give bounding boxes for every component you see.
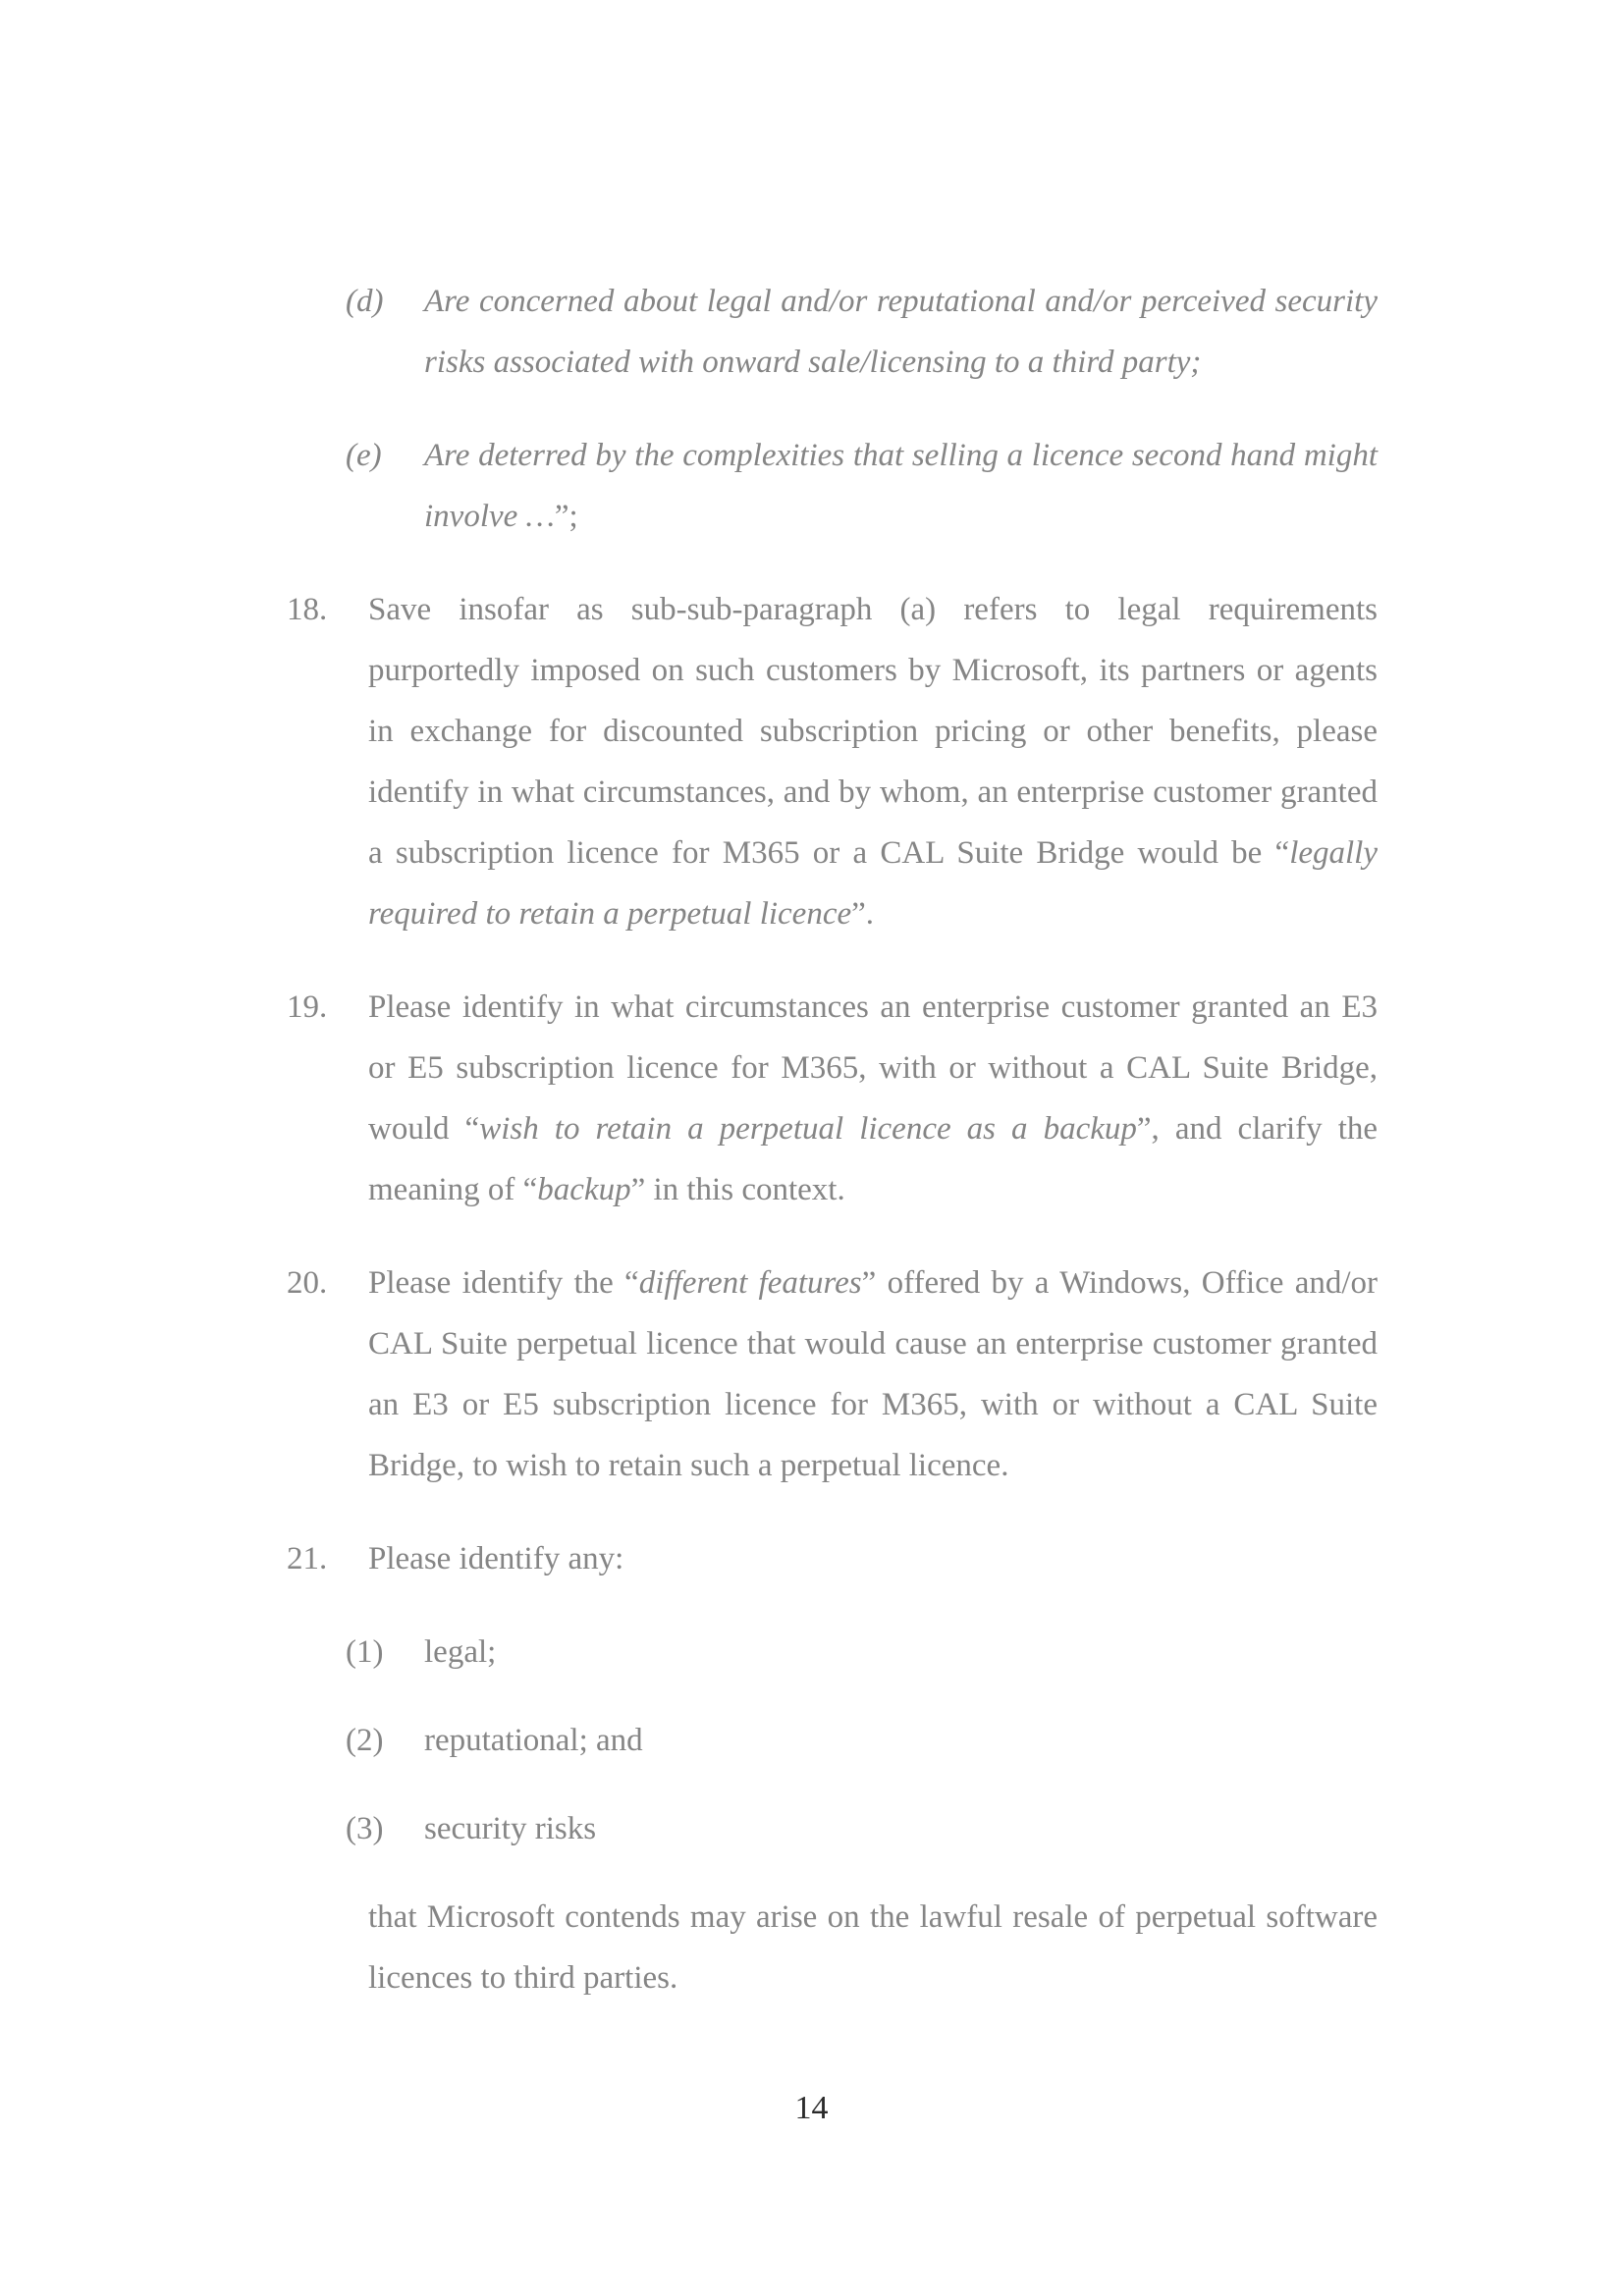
paragraph-21-label: 21.: [287, 1541, 328, 1576]
subitem-1-label: (1): [346, 1634, 384, 1670]
subitem-3-text: security risks: [424, 1811, 597, 1846]
page-number: 14: [794, 2090, 829, 2126]
paragraph-21-continuation: [287, 1887, 1378, 2008]
paragraph-21-text: Please identify any:: [368, 1541, 624, 1576]
subparagraph-d-text: Are concerned about legal and/or reputational and/or perceived security risks associated with onward sale/licensing to a third party;: [424, 284, 1378, 380]
subitem-2-label: (2): [346, 1723, 384, 1758]
subparagraph-e: [346, 425, 1378, 547]
subitem-1: [346, 1622, 1378, 1682]
subparagraph-d: [346, 271, 1378, 393]
paragraph-20-label: 20.: [287, 1265, 328, 1301]
paragraph-18-label: 18.: [287, 592, 328, 627]
subitem-1-text: legal;: [424, 1634, 497, 1670]
subitem-3: [346, 1798, 1378, 1859]
subparagraph-e-label: (e): [346, 438, 382, 473]
paragraph-21: [287, 1528, 1378, 1589]
subparagraph-d-label: (d): [346, 284, 384, 319]
paragraph-18-text: Save insofar as sub-sub-paragraph (a) refers to legal requirements purportedly imposed on such customers by Microsoft, its partners or agents in exchange for discounted subscription pricing or other benefits, please identify in what circumstances, and by whom, an enterprise customer granted a subscription licence for M365 or a CAL Suite Bridge would be “legally required to retain a perpetual licence”.: [368, 592, 1378, 932]
paragraph-21-continuation-text: that Microsoft contends may arise on the lawful resale of perpetual software licences to third parties.: [368, 1899, 1378, 1996]
subitem-3-label: (3): [346, 1811, 384, 1846]
paragraph-19-label: 19.: [287, 989, 328, 1025]
subparagraph-e-text: Are deterred by the complexities that selling a licence second hand might involve …”;: [424, 438, 1378, 534]
subitem-2-text: reputational; and: [424, 1723, 643, 1758]
document-body: [287, 271, 1378, 2041]
paragraph-19: [287, 977, 1378, 1220]
paragraph-20: [287, 1253, 1378, 1496]
paragraph-20-text: Please identify the “different features” offered by a Windows, Office and/or CAL Suite perpetual licence that would cause an enterprise customer granted an E3 or E5 subscription licence for M365, with or without a CAL Suite Bridge, to wish to retain such a perpetual licence.: [368, 1265, 1378, 1483]
paragraph-19-text: Please identify in what circumstances an enterprise customer granted an E3 or E5 subscription licence for M365, with or without a CAL Suite Bridge, would “wish to retain a perpetual licence as a backup”, and clarify the meaning of “backup” in this context.: [368, 989, 1379, 1207]
paragraph-18: [287, 579, 1378, 944]
subitem-2: [346, 1710, 1378, 1771]
